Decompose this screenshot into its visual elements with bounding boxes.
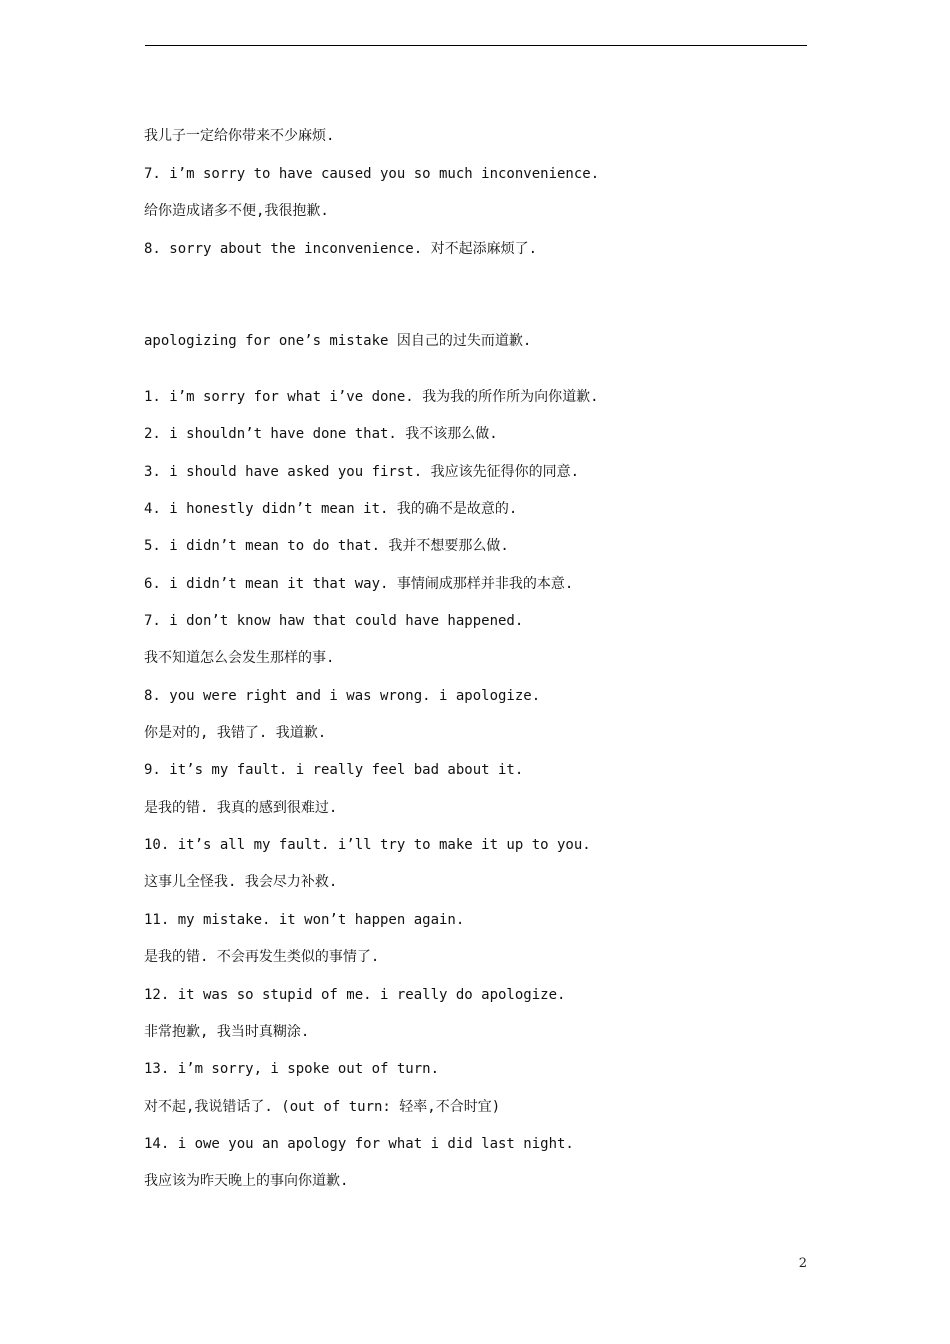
text-line: 非常抱歉, 我当时真糊涂. — [144, 1024, 310, 1040]
text-line: 12. it was so stupid of me. i really do apologize. — [144, 987, 566, 1003]
text-line: 2. i shouldn’t have done that. 我不该那么做. — [144, 426, 498, 442]
text-line: 对不起,我说错话了. (out of turn: 轻率,不合时宜) — [144, 1099, 501, 1115]
text-line: 给你造成诸多不便,我很抱歉. — [144, 203, 329, 219]
text-line: 是我的错. 不会再发生类似的事情了. — [144, 949, 380, 965]
text-line: 4. i honestly didn’t mean it. 我的确不是故意的. — [144, 501, 518, 517]
text-line: 1. i’m sorry for what i’ve done. 我为我的所作所为向你道歉. — [144, 389, 599, 405]
text-line: 我儿子一定给你带来不少麻烦. — [144, 128, 335, 144]
section-heading: apologizing for one’s mistake 因自己的过失而道歉. — [144, 333, 532, 349]
text-line: 10. it’s all my fault. i’ll try to make it up to you. — [144, 837, 591, 853]
text-line: 我不知道怎么会发生那样的事. — [144, 650, 335, 666]
text-line: 7. i don’t know haw that could have happened. — [144, 613, 524, 629]
text-line: 13. i’m sorry, i spoke out of turn. — [144, 1061, 440, 1077]
text-line: 这事儿全怪我. 我会尽力补救. — [144, 874, 338, 890]
text-line: 14. i owe you an apology for what i did last night. — [144, 1136, 574, 1152]
header-rule — [145, 45, 807, 46]
text-line: 8. sorry about the inconvenience. 对不起添麻烦了. — [144, 241, 538, 257]
text-line: 9. it’s my fault. i really feel bad about it. — [144, 762, 524, 778]
text-line: 7. i’m sorry to have caused you so much inconvenience. — [144, 166, 600, 182]
text-line: 5. i didn’t mean to do that. 我并不想要那么做. — [144, 538, 509, 554]
page-number: 2 — [798, 1256, 807, 1271]
text-line: 11. my mistake. it won’t happen again. — [144, 912, 465, 928]
text-line: 8. you were right and i was wrong. i apologize. — [144, 688, 541, 704]
text-line: 你是对的, 我错了. 我道歉. — [144, 725, 327, 741]
text-line: 3. i should have asked you first. 我应该先征得你的同意. — [144, 464, 580, 480]
text-line: 我应该为昨天晚上的事向你道歉. — [144, 1173, 349, 1189]
text-line: 是我的错. 我真的感到很难过. — [144, 800, 338, 816]
text-line: 6. i didn’t mean it that way. 事情闹成那样并非我的本意. — [144, 576, 574, 592]
